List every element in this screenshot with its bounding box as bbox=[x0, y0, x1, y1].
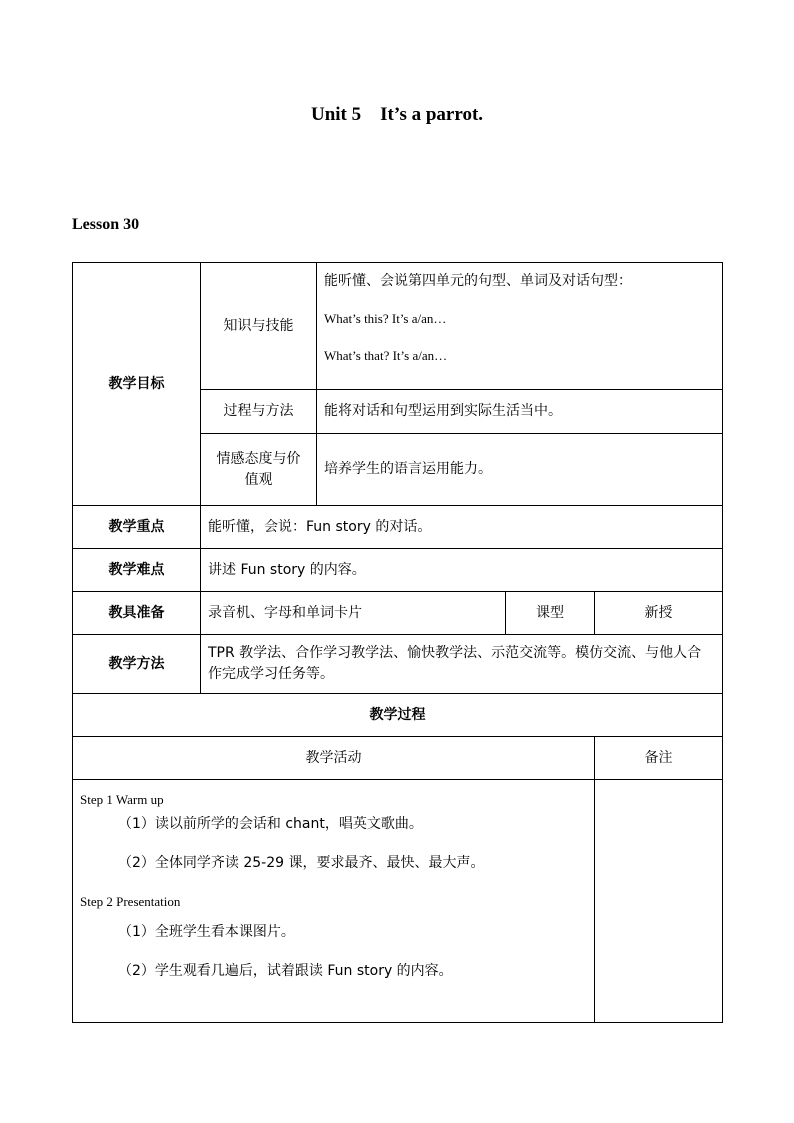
emotion-label-line: 值观 bbox=[244, 471, 273, 488]
lesson-heading: Lesson 30 bbox=[72, 216, 140, 233]
notes-content bbox=[595, 780, 723, 1023]
methods-label: 教学方法 bbox=[73, 635, 201, 694]
materials-row bbox=[73, 592, 723, 635]
methods-row bbox=[73, 635, 723, 694]
process-method-label: 过程与方法 bbox=[201, 390, 317, 434]
emotion-values-content: 培养学生的语言运用能力。 bbox=[317, 434, 723, 506]
knowledge-skills-label: 知识与技能 bbox=[201, 263, 317, 390]
emotion-values-label bbox=[201, 434, 317, 506]
knowledge-line: 能听懂、会说第四单元的句型、单词及对话句型： bbox=[324, 273, 632, 289]
methods-content: TPR 教学法、合作学习教学法、愉快教学法、示范交流等。模仿交流、与他人合作完成学习任务等。 bbox=[201, 635, 723, 694]
difficulties-label: 教学难点 bbox=[73, 549, 201, 592]
step-item: （1）全班学生看本课图片。 bbox=[118, 924, 295, 940]
lesson-type-label: 课型 bbox=[506, 592, 595, 635]
knowledge-line: What’s that? It’s a/an… bbox=[324, 347, 448, 363]
step-title: Step 2 Presentation bbox=[80, 893, 181, 909]
key-points-content: 能听懂，会说：Fun story 的对话。 bbox=[201, 506, 723, 549]
activities-header-row bbox=[73, 737, 723, 780]
notes-header: 备注 bbox=[595, 737, 723, 780]
difficulties-row bbox=[73, 549, 723, 592]
objectives-label: 教学目标 bbox=[73, 263, 201, 506]
objectives-knowledge-row bbox=[73, 263, 723, 390]
knowledge-skills-content bbox=[317, 263, 723, 390]
step-title: Step 1 Warm up bbox=[80, 792, 164, 807]
activities-content bbox=[73, 780, 595, 1023]
activities-header: 教学活动 bbox=[73, 737, 595, 780]
materials-content: 录音机、字母和单词卡片 bbox=[201, 592, 506, 635]
materials-label: 教具准备 bbox=[73, 592, 201, 635]
key-points-label: 教学重点 bbox=[73, 506, 201, 549]
key-points-row bbox=[73, 506, 723, 549]
process-method-content: 能将对话和句型运用到实际生活当中。 bbox=[317, 390, 723, 434]
lesson-plan-table bbox=[72, 262, 723, 1023]
difficulties-content: 讲述 Fun story 的内容。 bbox=[201, 549, 723, 592]
step-item: （2）全体同学齐读 25-29 课，要求最齐、最快、最大声。 bbox=[118, 854, 485, 871]
process-title-row bbox=[73, 694, 723, 737]
activities-content-row bbox=[73, 780, 723, 1023]
document-title: Unit 5 It’s a parrot. bbox=[310, 104, 484, 125]
step-item: （1）读以前所学的会话和 chant，唱英文歌曲。 bbox=[118, 815, 423, 832]
knowledge-line: What’s this? It’s a/an… bbox=[324, 311, 447, 326]
lesson-type-value: 新授 bbox=[595, 592, 723, 635]
step-item: （2）学生观看几遍后，试着跟读 Fun story 的内容。 bbox=[118, 963, 453, 979]
emotion-label-line: 情感态度与价 bbox=[216, 450, 301, 467]
process-section-title: 教学过程 bbox=[73, 694, 723, 737]
